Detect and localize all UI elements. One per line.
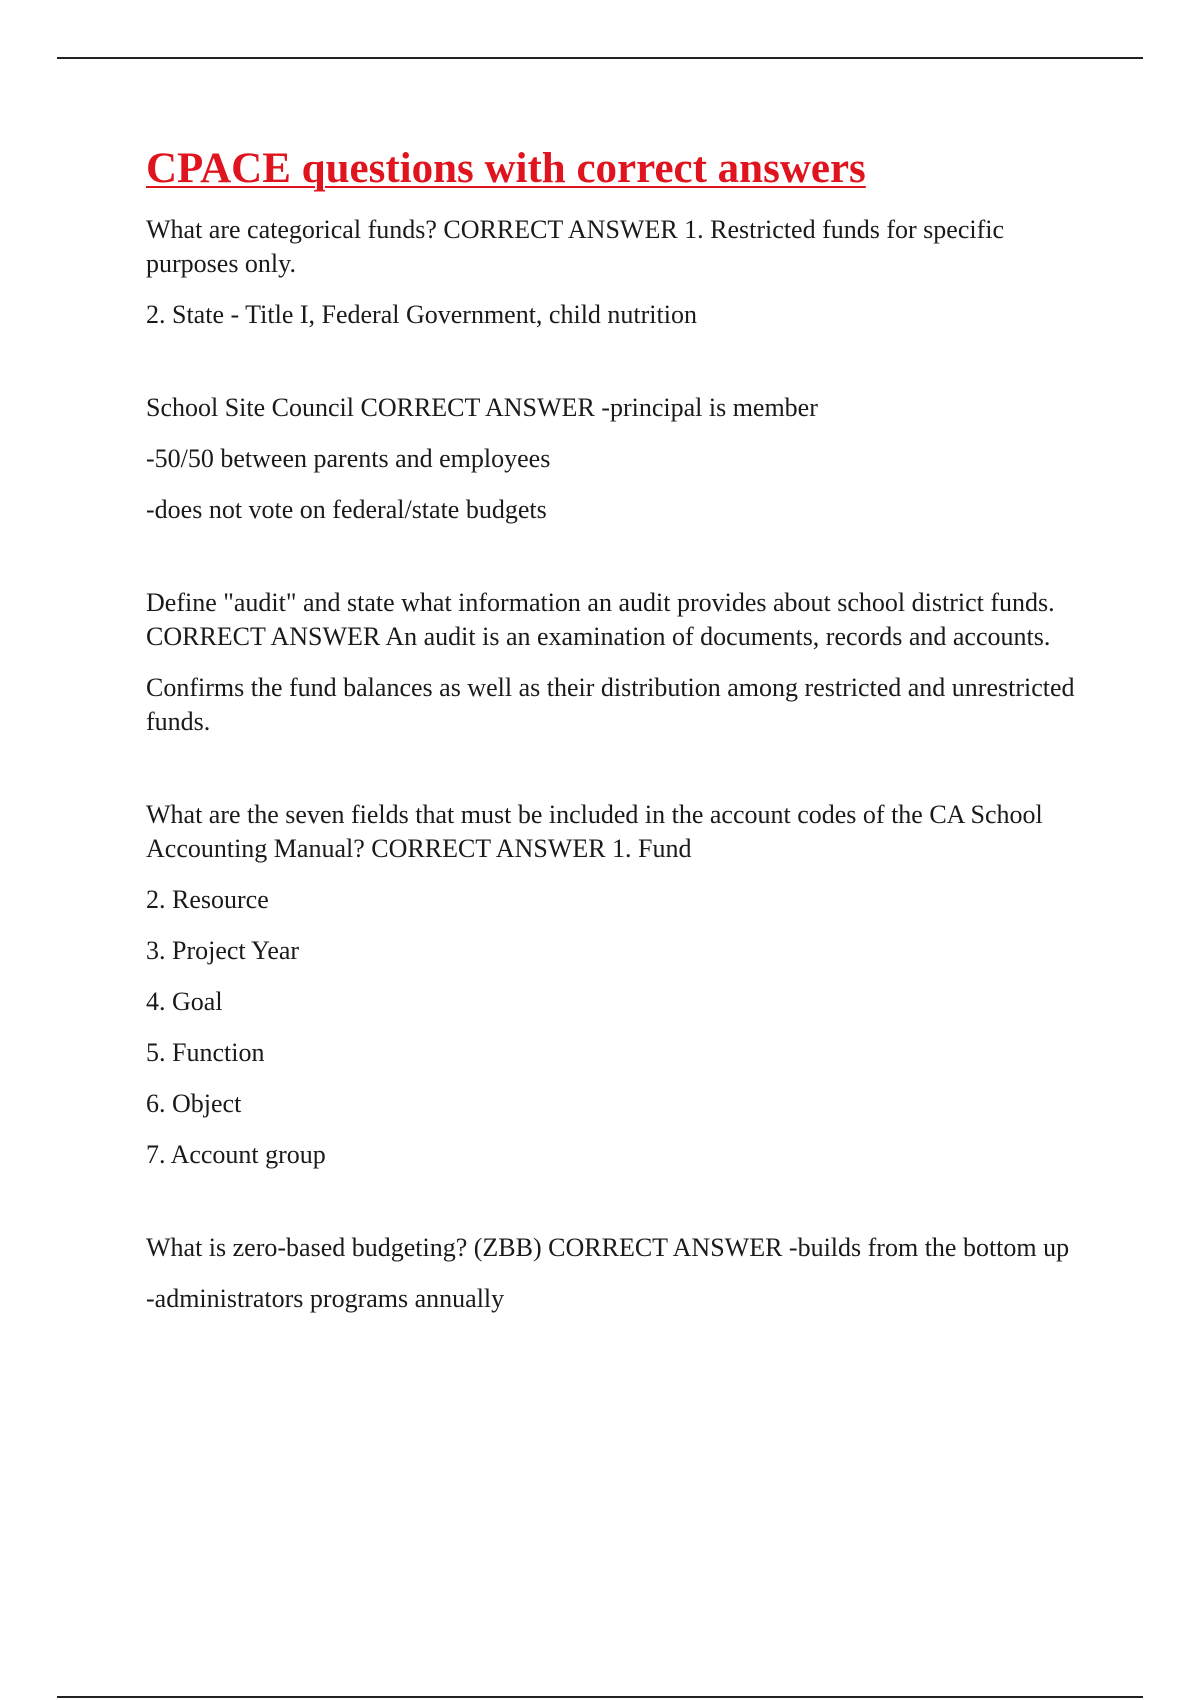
bottom-rule (57, 1696, 1143, 1698)
entry-line: Define "audit" and state what information an audit provides about school district funds. CORRECT ANSWER An audit is an examination of documents, records and accounts. (146, 588, 1055, 651)
top-rule (57, 57, 1143, 59)
entry-line: Confirms the fund balances as well as their distribution among restricted and unrestricted funds. (146, 673, 1075, 736)
entry-line: -does not vote on federal/state budgets (146, 495, 547, 524)
entry-line: School Site Council CORRECT ANSWER -principal is member (146, 393, 818, 422)
entry-line: 7. Account group (146, 1140, 326, 1169)
document-title: CPACE questions with correct answers (146, 145, 866, 192)
entry-line: 2. Resource (146, 885, 269, 914)
entry-line: 6. Object (146, 1089, 242, 1118)
qa-entry-school-site-council (146, 391, 1086, 527)
qa-entry-account-codes (146, 798, 1086, 1172)
qa-entry-audit (146, 586, 1086, 739)
entry-line: -50/50 between parents and employees (146, 444, 551, 473)
entry-line: 3. Project Year (146, 936, 300, 965)
entry-line: What are the seven fields that must be included in the account codes of the CA School Accounting Manual? CORRECT ANSWER 1. Fund (146, 800, 1043, 863)
document-body (146, 143, 1086, 1375)
entry-line: What is zero-based budgeting? (ZBB) CORRECT ANSWER -builds from the bottom up (146, 1233, 1070, 1262)
entry-line: What are categorical funds? CORRECT ANSWER 1. Restricted funds for specific purposes only. (146, 215, 1005, 278)
entry-line: 4. Goal (146, 987, 223, 1016)
qa-entry-zero-based-budgeting (146, 1231, 1086, 1316)
qa-entry-categorical-funds (146, 213, 1086, 332)
entry-line: -administrators programs annually (146, 1284, 505, 1313)
entry-line: 5. Function (146, 1038, 265, 1067)
entry-line: 2. State - Title I, Federal Government, child nutrition (146, 300, 697, 329)
